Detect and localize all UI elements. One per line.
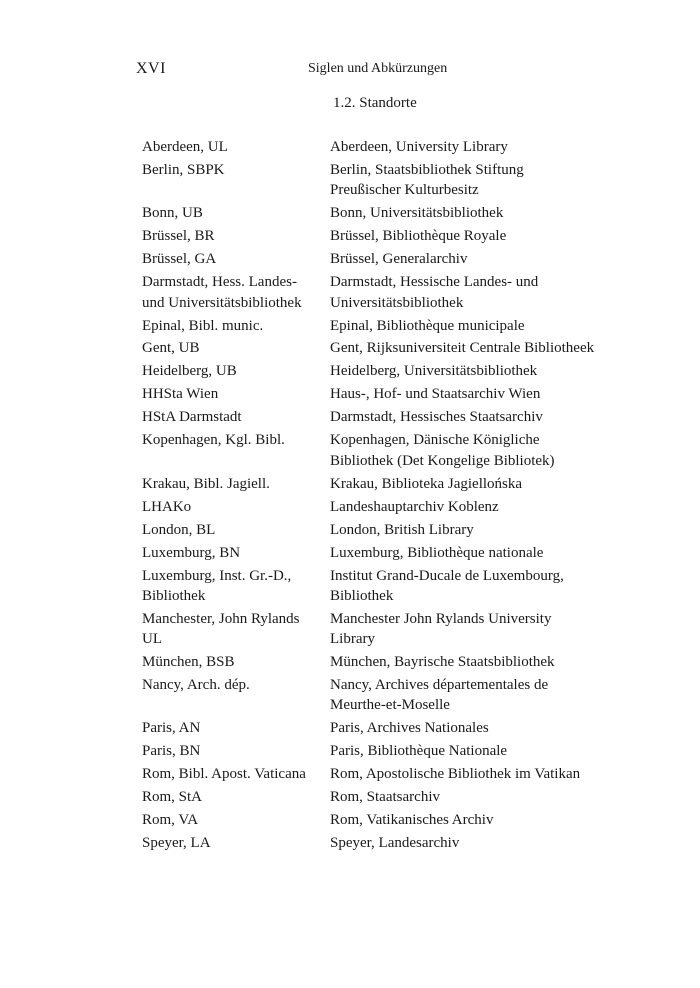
table-row [142, 430, 642, 471]
siglum-abbreviation: Brüssel, BR [142, 228, 215, 245]
siglum-full-name: Rom, Staatsarchiv [330, 789, 440, 806]
siglum-abbreviation: HHSta Wien [142, 386, 219, 403]
table-row [142, 833, 642, 853]
siglum-abbreviation: Heidelberg, UB [142, 363, 237, 380]
table-row [142, 361, 642, 381]
siglum-abbreviation: Brüssel, GA [142, 251, 217, 268]
siglum-full-name: Aberdeen, University Library [330, 139, 508, 155]
siglum-abbreviation: Paris, AN [142, 720, 201, 737]
table-row [142, 160, 642, 201]
siglum-abbreviation: München, BSB [142, 654, 235, 671]
siglum-abbreviation: Berlin, SBPK [142, 161, 225, 178]
siglum-abbreviation: Bonn, UB [142, 205, 203, 222]
table-row [142, 652, 642, 672]
siglum-abbreviation: Krakau, Bibl. Jagiell. [142, 475, 270, 492]
table-row [142, 787, 642, 807]
siglum-abbreviation: Gent, UB [142, 340, 200, 357]
siglum-full-name: Heidelberg, Universitätsbibliothek [330, 363, 538, 380]
table-row [142, 566, 642, 607]
siglum-abbreviation: Paris, BN [142, 743, 201, 760]
siglum-abbreviation: London, BL [142, 521, 216, 538]
table-row [142, 338, 642, 358]
siglum-full-name: Luxemburg, Bibliothèque nationale [330, 544, 544, 561]
siglum-abbreviation: Nancy, Arch. dép. [142, 677, 250, 694]
siglum-full-name: Speyer, Landesarchiv [330, 835, 460, 852]
siglum-full-name: Krakau, Biblioteka Jagiellońska [330, 475, 523, 492]
siglum-full-name: Landeshauptarchiv Koblenz [330, 498, 499, 515]
siglum-full-name: Gent, Rijksuniversiteit Centrale Bibliotheek [330, 340, 595, 357]
siglum-abbreviation: Rom, StA [142, 789, 203, 806]
table-row [142, 741, 642, 761]
siglum-full-name: Paris, Archives Nationales [330, 720, 489, 737]
table-row [142, 137, 642, 157]
siglum-abbreviation: Manchester, John Rylands UL [142, 610, 300, 648]
section-heading: 1.2. Standorte [333, 95, 417, 111]
siglum-abbreviation: Aberdeen, UL [142, 139, 228, 155]
siglum-full-name: München, Bayrische Staatsbibliothek [330, 654, 555, 671]
siglum-full-name: Manchester John Rylands University Library [330, 610, 552, 648]
table-row [142, 249, 642, 269]
table-row [142, 474, 642, 494]
page-number: XVI [136, 60, 166, 77]
siglum-full-name: Darmstadt, Hessisches Staatsarchiv [330, 409, 543, 426]
siglum-abbreviation: Rom, VA [142, 812, 199, 829]
siglum-full-name: Kopenhagen, Dänische Königliche Bibliothek (Det Kongelige Bibliotek) [330, 432, 555, 469]
running-title: Siglen und Abkürzungen [308, 61, 448, 76]
siglum-abbreviation: Epinal, Bibl. munic. [142, 317, 264, 334]
table-row [142, 226, 642, 246]
siglum-full-name: London, British Library [330, 521, 474, 538]
siglum-abbreviation: Luxemburg, BN [142, 544, 241, 561]
siglum-full-name: Haus-, Hof- und Staatsarchiv Wien [330, 386, 541, 403]
sigla-table [142, 137, 642, 856]
table-row [142, 497, 642, 517]
table-row [142, 384, 642, 404]
siglum-full-name: Brüssel, Bibliothèque Royale [330, 228, 507, 245]
siglum-full-name: Nancy, Archives départementales de Meurthe-et-Moselle [330, 677, 549, 714]
siglum-full-name: Institut Grand-Ducale de Luxembourg, Bibliothek [330, 567, 564, 604]
siglum-full-name: Paris, Bibliothèque Nationale [330, 743, 508, 760]
table-row [142, 407, 642, 427]
siglum-abbreviation: HStA Darmstadt [142, 409, 242, 426]
table-row [142, 520, 642, 540]
siglum-full-name: Bonn, Universitätsbibliothek [330, 205, 504, 222]
siglum-abbreviation: Speyer, LA [142, 835, 211, 852]
table-row [142, 764, 642, 784]
table-row [142, 203, 642, 223]
table-row [142, 718, 642, 738]
table-row [142, 675, 642, 716]
siglum-abbreviation: Darmstadt, Hess. Landes- und Universitätsbibliothek [142, 274, 302, 311]
siglum-abbreviation: Luxemburg, Inst. Gr.-D., Bibliothek [142, 567, 292, 604]
siglum-abbreviation: Kopenhagen, Kgl. Bibl. [142, 432, 285, 449]
table-row [142, 810, 642, 830]
siglum-full-name: Berlin, Staatsbibliothek Stiftung Preußischer Kulturbesitz [330, 161, 524, 199]
table-row [142, 272, 642, 313]
siglum-abbreviation: LHAKo [142, 498, 192, 515]
siglum-full-name: Rom, Vatikanisches Archiv [330, 812, 494, 829]
siglum-full-name: Epinal, Bibliothèque municipale [330, 317, 525, 334]
table-row [142, 543, 642, 563]
table-row [142, 316, 642, 336]
siglum-full-name: Brüssel, Generalarchiv [330, 251, 468, 268]
siglum-full-name: Darmstadt, Hessische Landes- und Universitätsbibliothek [330, 274, 539, 311]
table-row [142, 609, 642, 650]
siglum-full-name: Rom, Apostolische Bibliothek im Vatikan [330, 766, 581, 783]
siglum-abbreviation: Rom, Bibl. Apost. Vaticana [142, 766, 306, 783]
